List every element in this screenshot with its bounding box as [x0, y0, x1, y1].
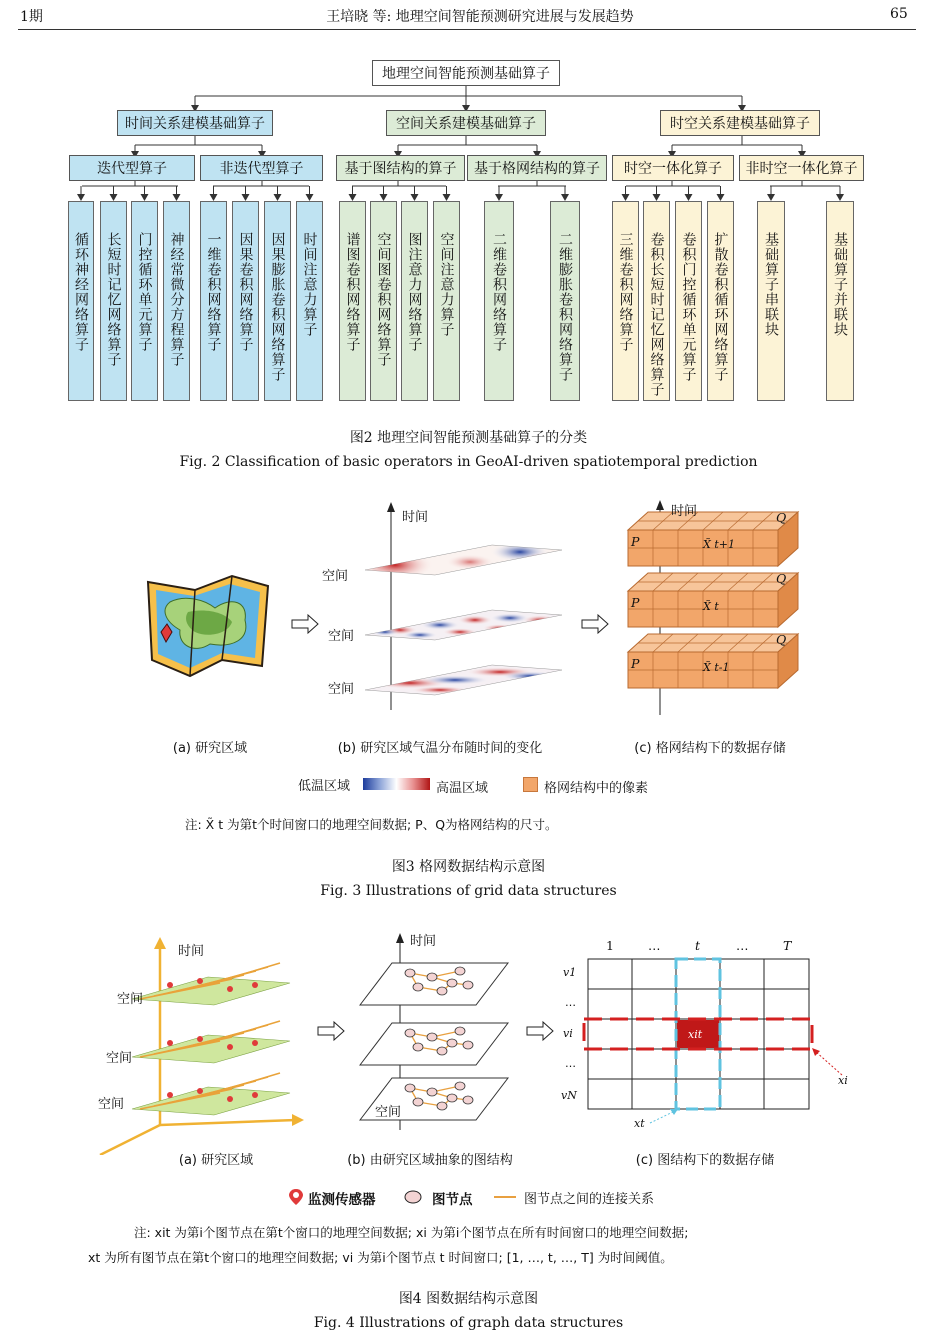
- fig4-space-a-3: 空间: [98, 1097, 125, 1112]
- fig3-map-icon: [148, 576, 268, 676]
- fig4-axis-time-b: 时间: [410, 934, 437, 949]
- fig3-caption-en: Fig. 3 Illustrations of grid data structures: [320, 883, 617, 899]
- fig2-leaf-operator: 神经常微分方程算子: [163, 201, 190, 401]
- fig4-col-2: …: [648, 938, 661, 953]
- fig4-city-layers: [132, 963, 290, 1115]
- fig2-leaf-operator: 扩散卷积循环网络算子: [707, 201, 734, 401]
- fig4-row-4: …: [565, 1057, 576, 1070]
- fig2-graph-node: 基于图结构的算子: [336, 155, 465, 181]
- fig4-data-table: [584, 959, 842, 1123]
- fig3-sub-c: (c) 格网结构下的数据存储: [634, 741, 786, 756]
- fig2-leaf-operator: 循环神经网络算子: [68, 201, 94, 401]
- fig3-Q-label-3: Q: [776, 632, 787, 647]
- fig3-legend-low: 低温区域: [298, 779, 351, 794]
- fig4-caption-en: Fig. 4 Illustrations of graph data structures: [313, 1315, 624, 1331]
- fig2-leaf-operator: 时间注意力算子: [296, 201, 323, 401]
- fig2-leaf-operator: 因果卷积网络算子: [232, 201, 259, 401]
- fig2-leaf-operator: 谱图卷积网络算子: [339, 201, 366, 401]
- fig3-P-label-2: P: [631, 595, 640, 610]
- fig4-space-b: 空间: [375, 1105, 402, 1120]
- header-page: 65: [890, 6, 908, 22]
- fig2-leaf-operator: 卷积长短时记忆网络算子: [643, 201, 670, 401]
- fig4-cell-label: xit: [688, 1028, 703, 1041]
- graph-node-icon: [402, 1188, 424, 1206]
- fig4-space-a-2: 空间: [106, 1051, 133, 1066]
- edge-line-icon: [494, 1196, 516, 1198]
- fig3-caption-cn: 图3 格网数据结构示意图: [391, 859, 546, 875]
- fig4-col-T: T: [783, 938, 792, 953]
- fig2-leaf-operator: 二维膨胀卷积网络算子: [550, 201, 580, 401]
- fig2-caption-en: Fig. 2 Classification of basic operators in GeoAI-driven spatiotemporal prediction: [179, 454, 758, 470]
- fig4-caption-cn: 图4 图数据结构示意图: [398, 1291, 539, 1307]
- fig3-note: 注: X̃ t 为第t个时间窗口的地理空间数据; P、Q为格网结构的尺寸。: [185, 817, 558, 832]
- fig3-axis-time: 时间: [402, 510, 429, 525]
- fig2-integrated-node: 时空一体化算子: [612, 155, 734, 181]
- fig3-Q-label-1: Q: [776, 510, 787, 525]
- header-issue: 1期: [20, 9, 43, 25]
- fig4-sub-a: (a) 研究区域: [178, 1153, 254, 1168]
- fig4-row-vi: vi: [563, 1027, 573, 1040]
- fig3-grid-label-1: X̃ t+1: [703, 538, 735, 551]
- fig4-sub-c: (c) 图结构下的数据存储: [635, 1153, 775, 1168]
- fig3-P-label-1: P: [631, 534, 640, 549]
- fig3-temp-plane-bottom: [365, 665, 562, 695]
- fig4-xt-label: xt: [634, 1117, 645, 1130]
- fig3-grid-axis-time: 时间: [671, 504, 698, 519]
- fig4-graph-planes: [360, 963, 508, 1120]
- fig4-note-2: xt 为所有图节点在第t个窗口的地理空间数据; vi 为第i个图节点 t 时间窗口; [1, …, t, …, T] 为时间阈值。: [88, 1250, 673, 1265]
- fig3-legend-pixel: 格网结构中的像素: [544, 781, 649, 796]
- fig3-legend-colorbar: [363, 778, 430, 790]
- fig3-space-label-2: 空间: [328, 629, 355, 644]
- fig2-iterative-node: 迭代型算子: [69, 155, 195, 181]
- fig2-leaf-operator: 因果膨胀卷积网络算子: [264, 201, 291, 401]
- fig2-spatiotemporal-node: 时空关系建模基础算子: [660, 110, 820, 136]
- fig2-grid-node: 基于格网结构的算子: [467, 155, 607, 181]
- fig2-leaf-operator: 空间图卷积网络算子: [370, 201, 397, 401]
- fig3-graphic: [0, 490, 937, 750]
- fig2-caption-cn: 图2 地理空间智能预测基础算子的分类: [349, 430, 588, 446]
- fig3-Q-label-2: Q: [776, 571, 787, 586]
- fig4-col-t: t: [695, 938, 701, 953]
- fig2-leaf-operator: 空间注意力算子: [433, 201, 460, 401]
- fig4-legend-edge: 图节点之间的连接关系: [524, 1192, 655, 1207]
- fig3-grid-label-3: X̃ t-1: [703, 661, 730, 674]
- fig4-col-4: …: [736, 938, 749, 953]
- fig2-leaf-operator: 二维卷积网络算子: [484, 201, 514, 401]
- sensor-pin-icon: [286, 1187, 306, 1207]
- fig2-leaf-operator: 长短时记忆网络算子: [100, 201, 127, 401]
- fig4-note-1: 注: xit 为第i个图节点在第t个窗口的地理空间数据; xi 为第i个图节点在所有时间窗口的地理空间数据;: [134, 1225, 689, 1240]
- fig4-space-a-1: 空间: [117, 992, 144, 1007]
- fig3-space-label-3: 空间: [328, 682, 355, 697]
- fig3-grid-label-2: X̃ t: [703, 600, 719, 613]
- fig2-leaf-operator: 基础算子串联块: [757, 201, 785, 401]
- fig2-leaf-operator: 基础算子并联块: [826, 201, 854, 401]
- fig4-row-vN: vN: [561, 1089, 577, 1102]
- fig3-legend-pixel-swatch: [523, 777, 538, 792]
- fig4-axis-time-a: 时间: [178, 944, 205, 959]
- fig2-spatial-node: 空间关系建模基础算子: [386, 110, 546, 136]
- fig2-leaf-operator: 图注意力网络算子: [401, 201, 428, 401]
- fig2-leaf-operator: 门控循环单元算子: [131, 201, 158, 401]
- fig4-row-2: …: [565, 996, 576, 1009]
- fig2-temporal-node: 时间关系建模基础算子: [117, 110, 273, 136]
- fig3-temp-plane-middle: [365, 610, 562, 640]
- fig2-leaf-operator: 三维卷积网络算子: [612, 201, 639, 401]
- fig4-sub-b: (b) 由研究区域抽象的图结构: [347, 1153, 513, 1168]
- fig2-root: 地理空间智能预测基础算子: [372, 60, 560, 86]
- fig4-graphic: [0, 925, 937, 1155]
- fig3-sub-a: (a) 研究区域: [172, 741, 248, 756]
- fig3-P-label-3: P: [631, 656, 640, 671]
- fig4-xi-label: xi: [838, 1074, 848, 1087]
- header-title: 王培晓 等: 地理空间智能预测研究进展与发展趋势: [326, 9, 634, 25]
- fig4-row-v1: v1: [563, 966, 577, 979]
- fig4-col-1: 1: [606, 938, 614, 953]
- fig2-leaf-operator: 卷积门控循环单元算子: [675, 201, 702, 401]
- fig4-legend-node: 图节点: [432, 1192, 473, 1208]
- fig3-space-label-1: 空间: [322, 569, 349, 584]
- fig4-legend-sensor: 监测传感器: [308, 1192, 376, 1208]
- fig2-noniterative-node: 非迭代型算子: [200, 155, 323, 181]
- fig3-temp-plane-top: [355, 542, 570, 581]
- fig3-sub-b: (b) 研究区域气温分布随时间的变化: [337, 741, 543, 756]
- fig2-nonintegrated-node: 非时空一体化算子: [739, 155, 864, 181]
- fig2-leaf-operator: 一维卷积网络算子: [200, 201, 227, 401]
- fig3-legend-high: 高温区域: [436, 781, 489, 796]
